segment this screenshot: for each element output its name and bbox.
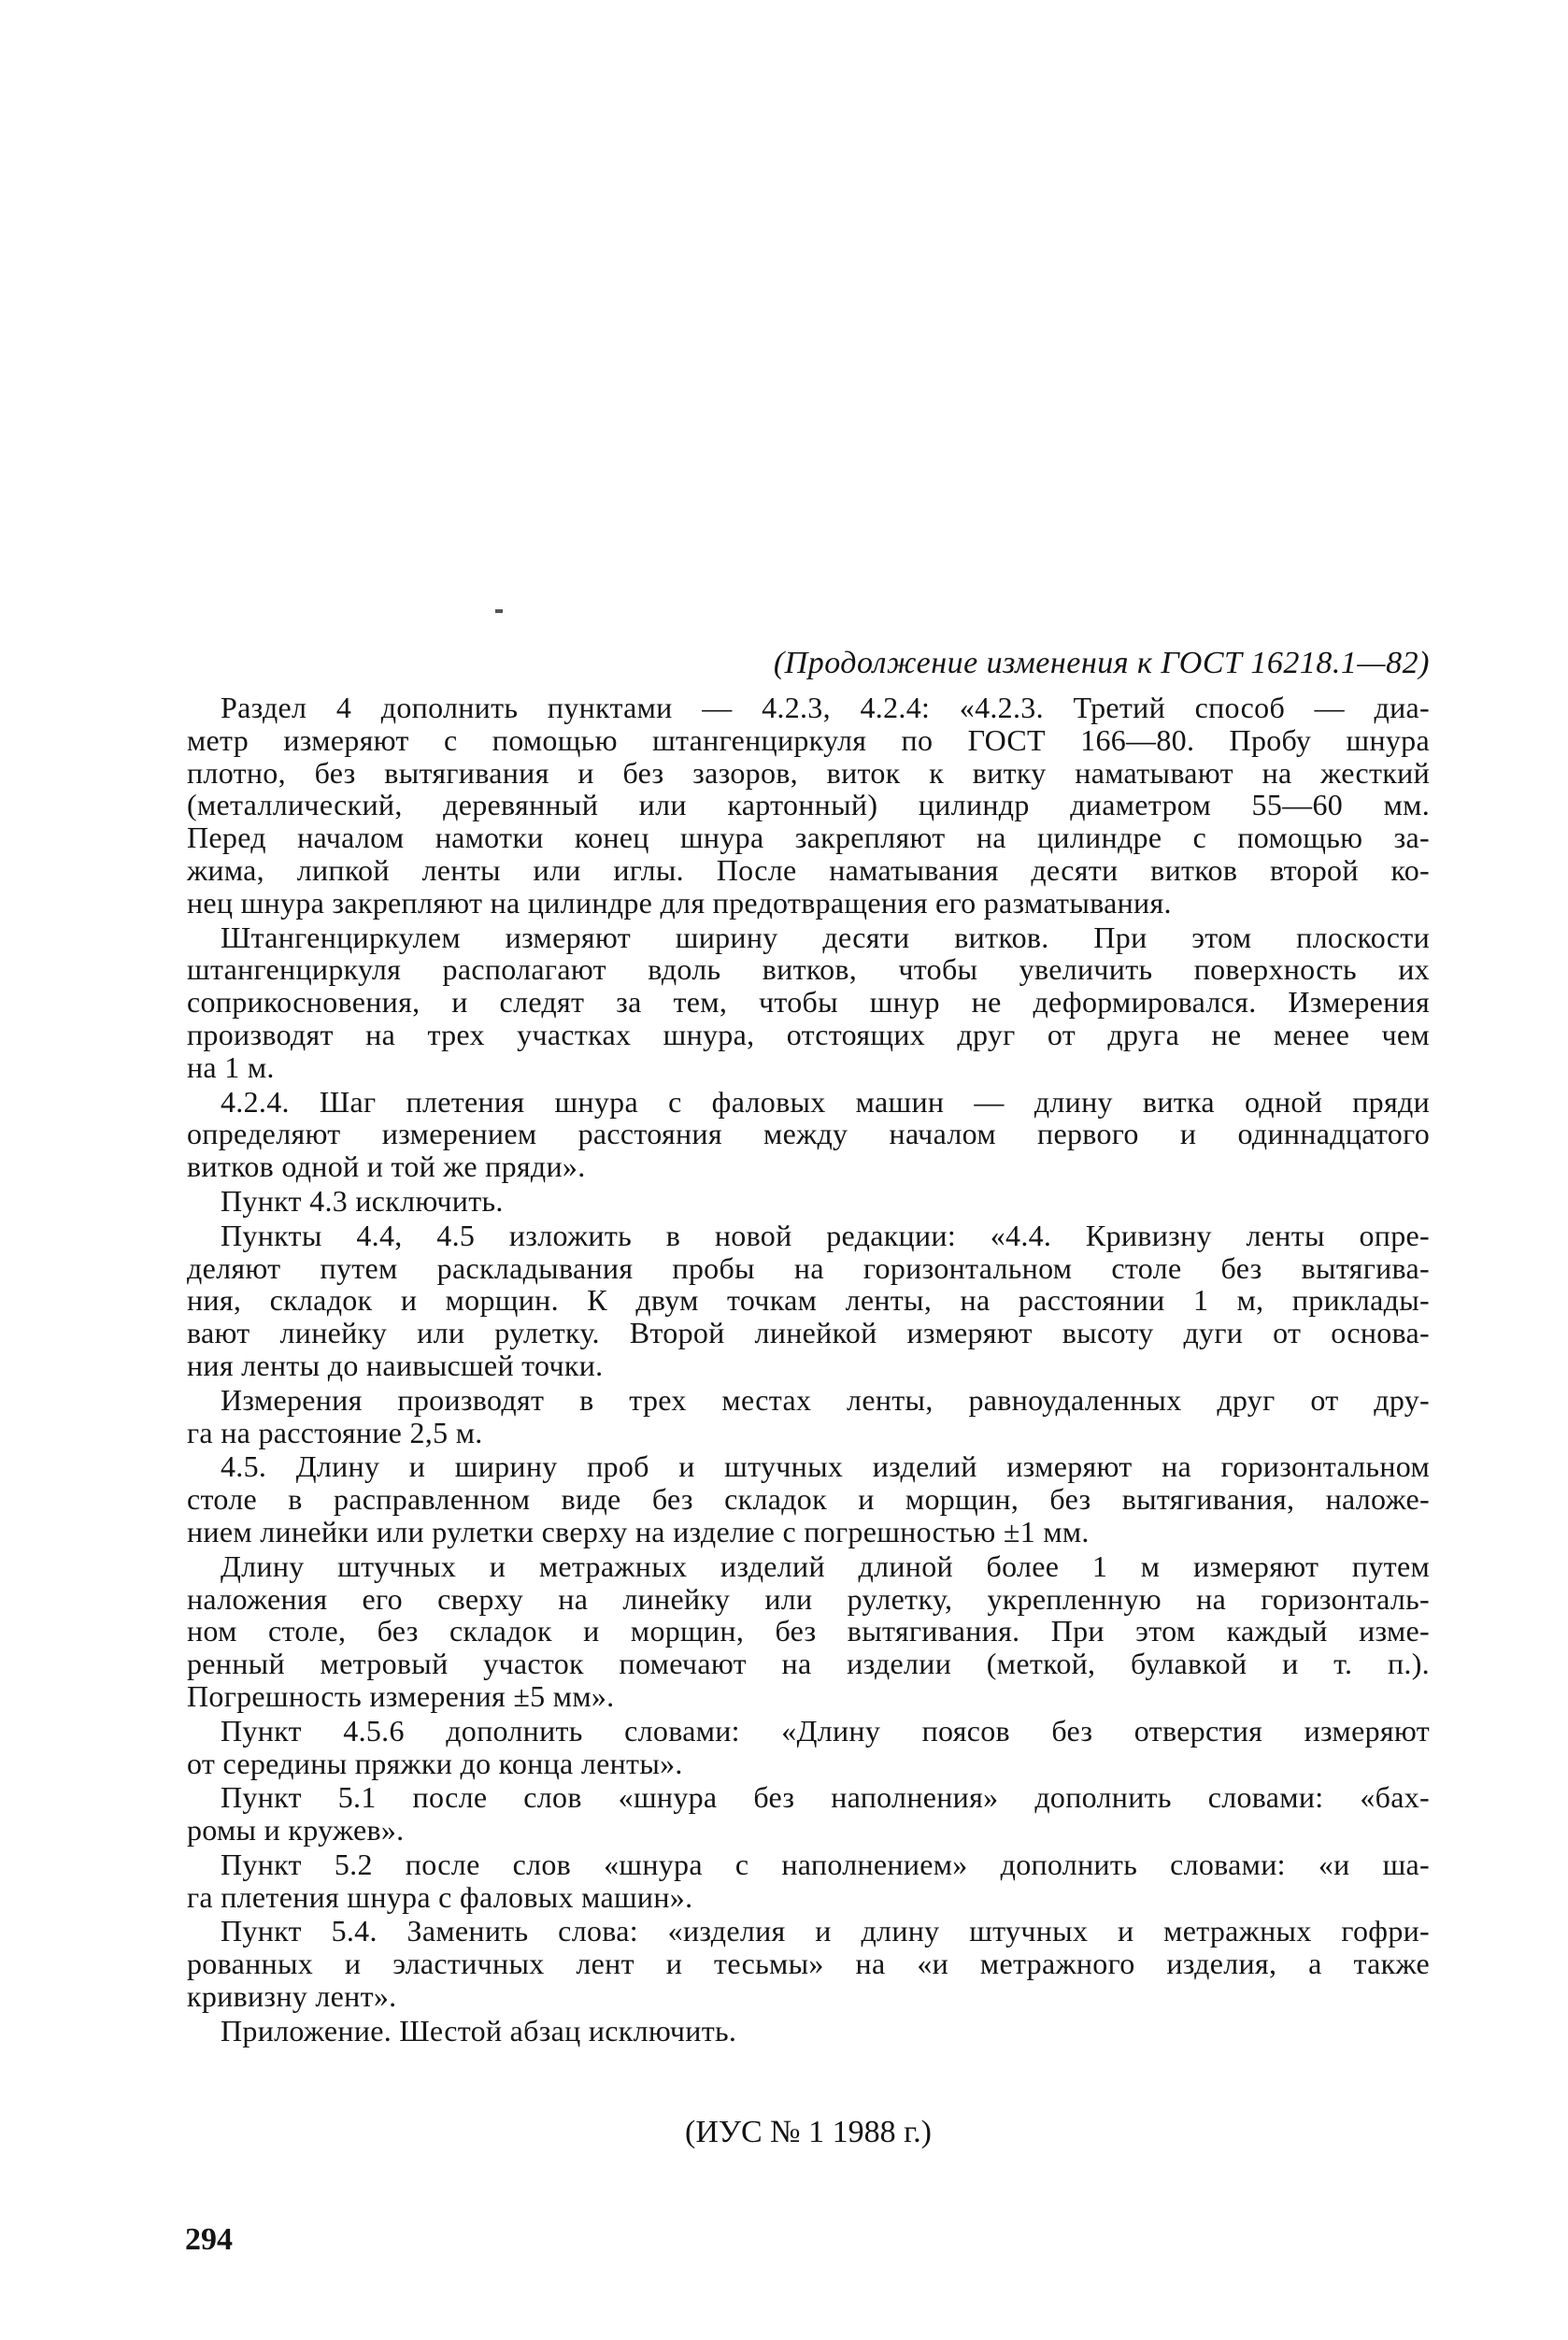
paragraph [187, 1450, 1430, 1548]
text-line: Измерения производят в трех местах ленты, равноудаленных друг от дру- [221, 1382, 1430, 1417]
text-line: от середины пряжки до конца ленты». [187, 1746, 683, 1780]
text-line: рованных и эластичных лент и тесьмы» на «и метражного изделия, а также [187, 1947, 1430, 1981]
text-line: ния, складок и морщин. К двум точкам ленты, на расстоянии 1 м, приклады- [187, 1283, 1430, 1318]
text-line: Штангенциркулем измеряют ширину десяти витков. При этом плоскости [221, 920, 1430, 954]
paragraph [187, 1086, 1430, 1183]
text-line: (металлический, деревянный или картонный) цилиндр диаметром 55—60 мм. [187, 788, 1430, 822]
text-line: ромы и кружев». [187, 1813, 405, 1848]
text-line: Пункты 4.4, 4.5 изложить в новой редакции: «4.4. Кривизну ленты опре- [221, 1218, 1430, 1252]
print-speck [495, 609, 503, 613]
text-line: га плетения шнура с фаловых машин». [187, 1879, 693, 1914]
text-line: Длину штучных и метражных изделий длиной более 1 м измеряют путем [221, 1548, 1430, 1583]
paragraph [187, 1715, 1430, 1780]
text-line: наложения его сверху на линейку или рулетку, укрепленную на горизонталь- [187, 1581, 1430, 1616]
text-line: Раздел 4 дополнить пунктами — 4.2.3, 4.2.4: «4.2.3. Третий способ — диа- [221, 691, 1430, 724]
text-line: определяют измерением расстояния между началом первого и одиннадцатого [187, 1117, 1430, 1151]
paragraph [187, 692, 1430, 920]
text-line: Перед началом намотки конец шнура закрепляют на цилиндре с помощью за- [187, 820, 1430, 855]
text-line: соприкосновения, и следят за тем, чтобы шнур не деформировался. Измерения [187, 985, 1430, 1020]
text-line: ном столе, без складок и морщин, без вытягивания. При этом каждый изме- [187, 1614, 1430, 1648]
text-line: деляют путем раскладывания пробы на горизонтальном столе без вытягива- [187, 1250, 1430, 1285]
paragraph [187, 1915, 1430, 2012]
text-line: Приложение. Шестой абзац исключить. [221, 2013, 737, 2048]
text-line: Пункт 5.4. Заменить слова: «изделия и длину штучных и метражных гофри- [221, 1914, 1430, 1948]
continuation-header: (Продолжение изменения к ГОСТ 16218.1—82) [773, 646, 1430, 680]
text-line: вают линейку или рулетку. Второй линейкой измеряют высоту дуги от основа- [187, 1316, 1430, 1350]
publication-reference: (ИУС № 1 1988 г.) [685, 2115, 932, 2149]
text-line: Пункт 4.5.6 дополнить словами: «Длину поясов без отверстия измеряют [221, 1713, 1430, 1748]
text-line: Погрешность измерения ±5 мм». [187, 1678, 615, 1713]
document-body [187, 692, 1430, 2049]
paragraph [187, 1781, 1430, 1847]
paragraph [187, 1384, 1430, 1449]
paragraph [187, 2015, 1430, 2048]
text-line: на 1 м. [187, 1049, 275, 1084]
text-line: ренный метровый участок помечают на изделии (меткой, булавкой и т. п.). [187, 1647, 1430, 1681]
text-line: метр измеряют с помощью штангенциркуля по ГОСТ 166—80. Пробу шнура [187, 722, 1430, 757]
page-number: 294 [185, 2222, 233, 2257]
text-line: кривизну лент». [187, 1979, 397, 2014]
text-line: Пункт 5.2 после слов «шнура с наполнением» дополнить словами: «и ша- [221, 1847, 1430, 1881]
text-line: нием линейки или рулетки сверху на изделие с погрешностью ±1 мм. [187, 1514, 1090, 1548]
text-line: штангенциркуля располагают вдоль витков, чтобы увеличить поверхность их [187, 952, 1430, 987]
paragraph [187, 1185, 1430, 1218]
text-line: Пункт 5.1 после слов «шнура без наполнения» дополнить словами: «бах- [221, 1780, 1430, 1815]
text-line: ния ленты до наивысшей точки. [187, 1348, 604, 1382]
text-line: нец шнура закрепляют на цилиндре для предотвращения его разматывания. [187, 885, 1172, 920]
text-line: плотно, без вытягивания и без зазоров, виток к витку наматывают на жесткий [187, 755, 1430, 790]
paragraph [187, 1220, 1430, 1382]
text-line: столе в расправленном виде без складок и морщин, без вытягивания, наложе- [187, 1482, 1430, 1517]
text-line: 4.2.4. Шаг плетения шнура с фаловых машин — длину витка одной пряди [221, 1084, 1430, 1119]
text-line: производят на трех участках шнура, отстоящих друг от друга не менее чем [187, 1017, 1430, 1051]
paragraph [187, 921, 1430, 1084]
text-line: 4.5. Длину и ширину проб и штучных изделий измеряют на горизонтальном [221, 1449, 1430, 1484]
text-line: Пункт 4.3 исключить. [221, 1183, 504, 1218]
text-line: га на расстояние 2,5 м. [187, 1415, 483, 1449]
text-line: жима, липкой ленты или иглы. После наматывания десяти витков второй ко- [187, 852, 1430, 887]
paragraph [187, 1848, 1430, 1914]
paragraph [187, 1550, 1430, 1713]
text-line: витков одной и той же пряди». [187, 1149, 586, 1184]
